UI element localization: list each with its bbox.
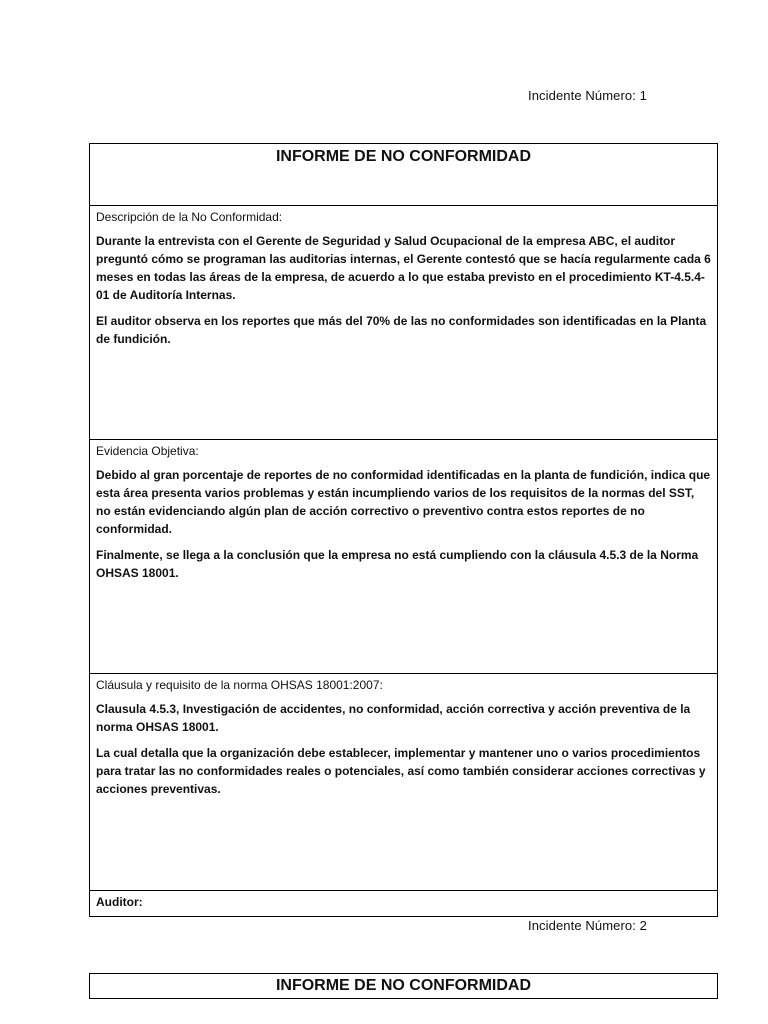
report-title: INFORME DE NO CONFORMIDAD (275, 977, 532, 994)
evidence-label: Evidencia Objetiva: (96, 444, 199, 458)
clause-section (90, 674, 717, 890)
description-label: Descripción de la No Conformidad: (96, 210, 283, 224)
clause-label: Cláusula y requisito de la norma OHSAS 18001:2007: (96, 678, 383, 692)
evidence-paragraph: Finalmente, se llega a la conclusión que la empresa no está cumpliendo con la cláusula 4.5.3 de la Norma OHSAS 18001. (96, 548, 699, 580)
incident-number-2: Incidente Número: 2 (528, 918, 647, 933)
nonconformity-report-form-1 (89, 143, 718, 917)
description-paragraph: Durante la entrevista con el Gerente de Seguridad y Salud Ocupacional de la empresa ABC, el auditor preguntó cómo se programan las auditorias internas, el Gerente contestó que se hacía regularmente cada 6 meses en todas las áreas de la empresa, de acuerdo a lo que estaba previsto en el procedimiento KT-4.5.4-01 de Auditoría Internas. (96, 234, 711, 302)
clause-paragraph: Clausula 4.5.3, Investigación de accidentes, no conformidad, acción correctiva y acción preventiva de la norma OHSAS 18001. (96, 702, 691, 734)
evidence-section (90, 440, 717, 673)
nonconformity-report-form-2 (89, 973, 718, 999)
auditor-section (90, 891, 717, 917)
description-section (90, 206, 717, 439)
report-title: INFORME DE NO CONFORMIDAD (275, 148, 532, 165)
evidence-paragraph: Debido al gran porcentaje de reportes de no conformidad identificadas en la planta de fundición, indica que esta área presenta varios problemas y están incumpliendo varios de los requisitos de la normas del SST, no están evidenciando algún plan de acción correctivo o preventivo contra estos reportes de no conformidad. (96, 468, 711, 536)
auditor-label: Auditor: (96, 895, 143, 909)
description-paragraph: El auditor observa en los reportes que más del 70% de las no conformidades son identificadas en la Planta de fundición. (96, 314, 707, 346)
clause-paragraph: La cual detalla que la organización debe establecer, implementar y mantener uno o varios procedimientos para tratar las no conformidades reales o potenciales, así como también considerar acciones correctivas y acciones preventivas. (96, 746, 706, 796)
incident-number-1: Incidente Número: 1 (528, 88, 647, 103)
